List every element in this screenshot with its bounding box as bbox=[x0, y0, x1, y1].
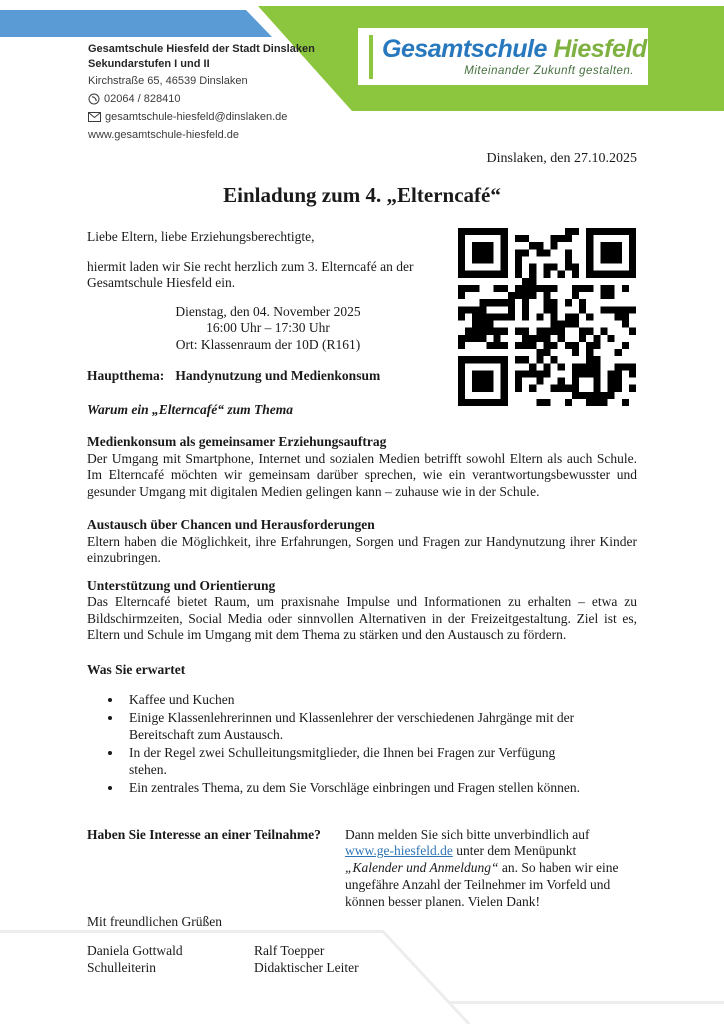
section-heading: Unterstützung und Orientierung bbox=[87, 577, 276, 593]
logo-tagline: Miteinander Zukunft gestalten. bbox=[464, 65, 634, 77]
expect-list bbox=[87, 692, 637, 797]
school-name-line1: Gesamtschule Hiesfeld der Stadt Dinslaken bbox=[88, 43, 315, 55]
school-website: www.gesamtschule-hiesfeld.de bbox=[88, 128, 240, 141]
closing-line: Mit freundlichen Grüßen bbox=[87, 914, 222, 930]
main-topic-line bbox=[87, 368, 449, 385]
logo-word-gesamtschule: Gesamtschule bbox=[382, 35, 547, 63]
section-heading: Medienkonsum als gemeinsamer Erziehungsauftrag bbox=[87, 434, 387, 449]
event-time: 16:00 Uhr – 17:30 Uhr bbox=[206, 320, 330, 335]
school-address: Kirchstraße 65, 46539 Dinslaken bbox=[88, 74, 248, 87]
section-heading: Austausch über Chancen und Herausforderungen bbox=[87, 517, 375, 532]
why-heading: Warum ein „Elterncafé“ zum Thema bbox=[87, 401, 294, 417]
event-location: Ort: Klassenraum der 10D (R161) bbox=[175, 336, 361, 352]
footer-ribbon-graphic bbox=[0, 928, 724, 1024]
logo-accent-bar bbox=[369, 35, 373, 79]
section-text: Der Umgang mit Smartphone, Internet und sozialen Medien betrifft sowohl Eltern als auch Schule. Im Elterncafé möchten wir gemeinsam darüber sprechen, wie ein verantwortungsbewusster und gesunder Umgang mit digitalen Medien gelingen kann – zuhause wie in der Schule. bbox=[87, 450, 637, 499]
letter-body bbox=[87, 143, 637, 976]
answer-text: Dann melden Sie sich bitte unverbindlich auf bbox=[345, 826, 590, 842]
letter-title: Einladung zum 4. „Elterncafé“ bbox=[223, 183, 501, 207]
main-topic-value: Handynutzung und Medienkonsum bbox=[175, 368, 381, 383]
interest-row bbox=[87, 827, 637, 911]
section-text: Eltern haben die Möglichkeit, ihre Erfahrungen, Sorgen und Fragen zur Handynutzung ihrer Kinder einzubringen. bbox=[87, 533, 637, 565]
section-austausch bbox=[87, 517, 637, 567]
school-phone: 02064 / 828410 bbox=[104, 92, 181, 105]
salutation: Liebe Eltern, liebe Erziehungsberechtigte, bbox=[87, 229, 315, 244]
main-topic-label: Hauptthema: bbox=[87, 368, 165, 383]
logo-wordmark bbox=[368, 34, 647, 64]
expect-heading: Was Sie erwartet bbox=[87, 661, 186, 677]
answer-text: an. So haben wir eine ungefähre Anzahl der Teilnehmer im Vorfeld und können besser planen. Vielen Dank! bbox=[345, 860, 619, 909]
signer-name: Daniela Gottwald bbox=[87, 943, 183, 959]
section-medienkonsum bbox=[87, 434, 637, 500]
blue-ribbon bbox=[0, 10, 272, 37]
school-email: gesamtschule-hiesfeld@dinslaken.de bbox=[105, 110, 288, 123]
section-text: Das Elterncafé bietet Raum, um praxisnahe Impulse und Informationen zu erhalten – etwa zu Bildschirmzeiten, Social Media oder sinnvollen Alternativen in der Freizeitgestaltung. Ziel ist es, Eltern und Schule im Umgang mit dem Thema zu stärken und den Austausch zu fördern. bbox=[87, 594, 637, 642]
phone-icon bbox=[88, 93, 100, 105]
school-contact-block bbox=[88, 42, 338, 143]
email-icon bbox=[88, 112, 101, 122]
logo-word-hiesfeld: Hiesfeld bbox=[553, 35, 647, 63]
signer-role: Schulleiterin bbox=[87, 959, 156, 975]
interest-question: Haben Sie Interesse an einer Teilnahme? bbox=[87, 826, 321, 842]
menu-item-name: „Kalender und Anmeldung“ bbox=[345, 860, 499, 876]
list-item: • In der Regel zwei Schulleitungsmitglieder, die Ihnen bei Fragen zur Verfügung stehen. bbox=[123, 745, 593, 778]
intro-paragraph: hiermit laden wir Sie recht herzlich zum 3. Elterncafé an der Gesamtschule Hiesfeld ein. bbox=[87, 258, 414, 290]
list-item: • Einige Klassenlehrerinnen und Klassenlehrer der verschiedenen Jahrgänge mit der Bereitschaft zum Austausch. bbox=[123, 710, 593, 743]
event-details bbox=[87, 304, 449, 354]
signer-role: Didaktischer Leiter bbox=[254, 959, 359, 975]
section-unterstuetzung bbox=[87, 578, 637, 644]
registration-link[interactable]: www.ge-hiesfeld.de bbox=[345, 843, 453, 859]
interest-answer bbox=[345, 827, 637, 911]
school-name-line2: Sekundarstufen I und II bbox=[88, 57, 210, 70]
qr-code bbox=[458, 228, 636, 406]
event-date: Dienstag, den 04. November 2025 bbox=[175, 303, 361, 319]
answer-text: unter dem Menüpunkt bbox=[452, 843, 577, 859]
list-item: • Ein zentrales Thema, zu dem Sie Vorschläge einbringen und Fragen stellen können. bbox=[123, 780, 593, 797]
school-logo bbox=[358, 28, 648, 85]
list-item: • Kaffee und Kuchen bbox=[123, 692, 593, 709]
date-line: Dinslaken, den 27.10.2025 bbox=[486, 151, 637, 166]
intro-column bbox=[87, 229, 449, 418]
signer-name: Ralf Toepper bbox=[254, 943, 325, 959]
